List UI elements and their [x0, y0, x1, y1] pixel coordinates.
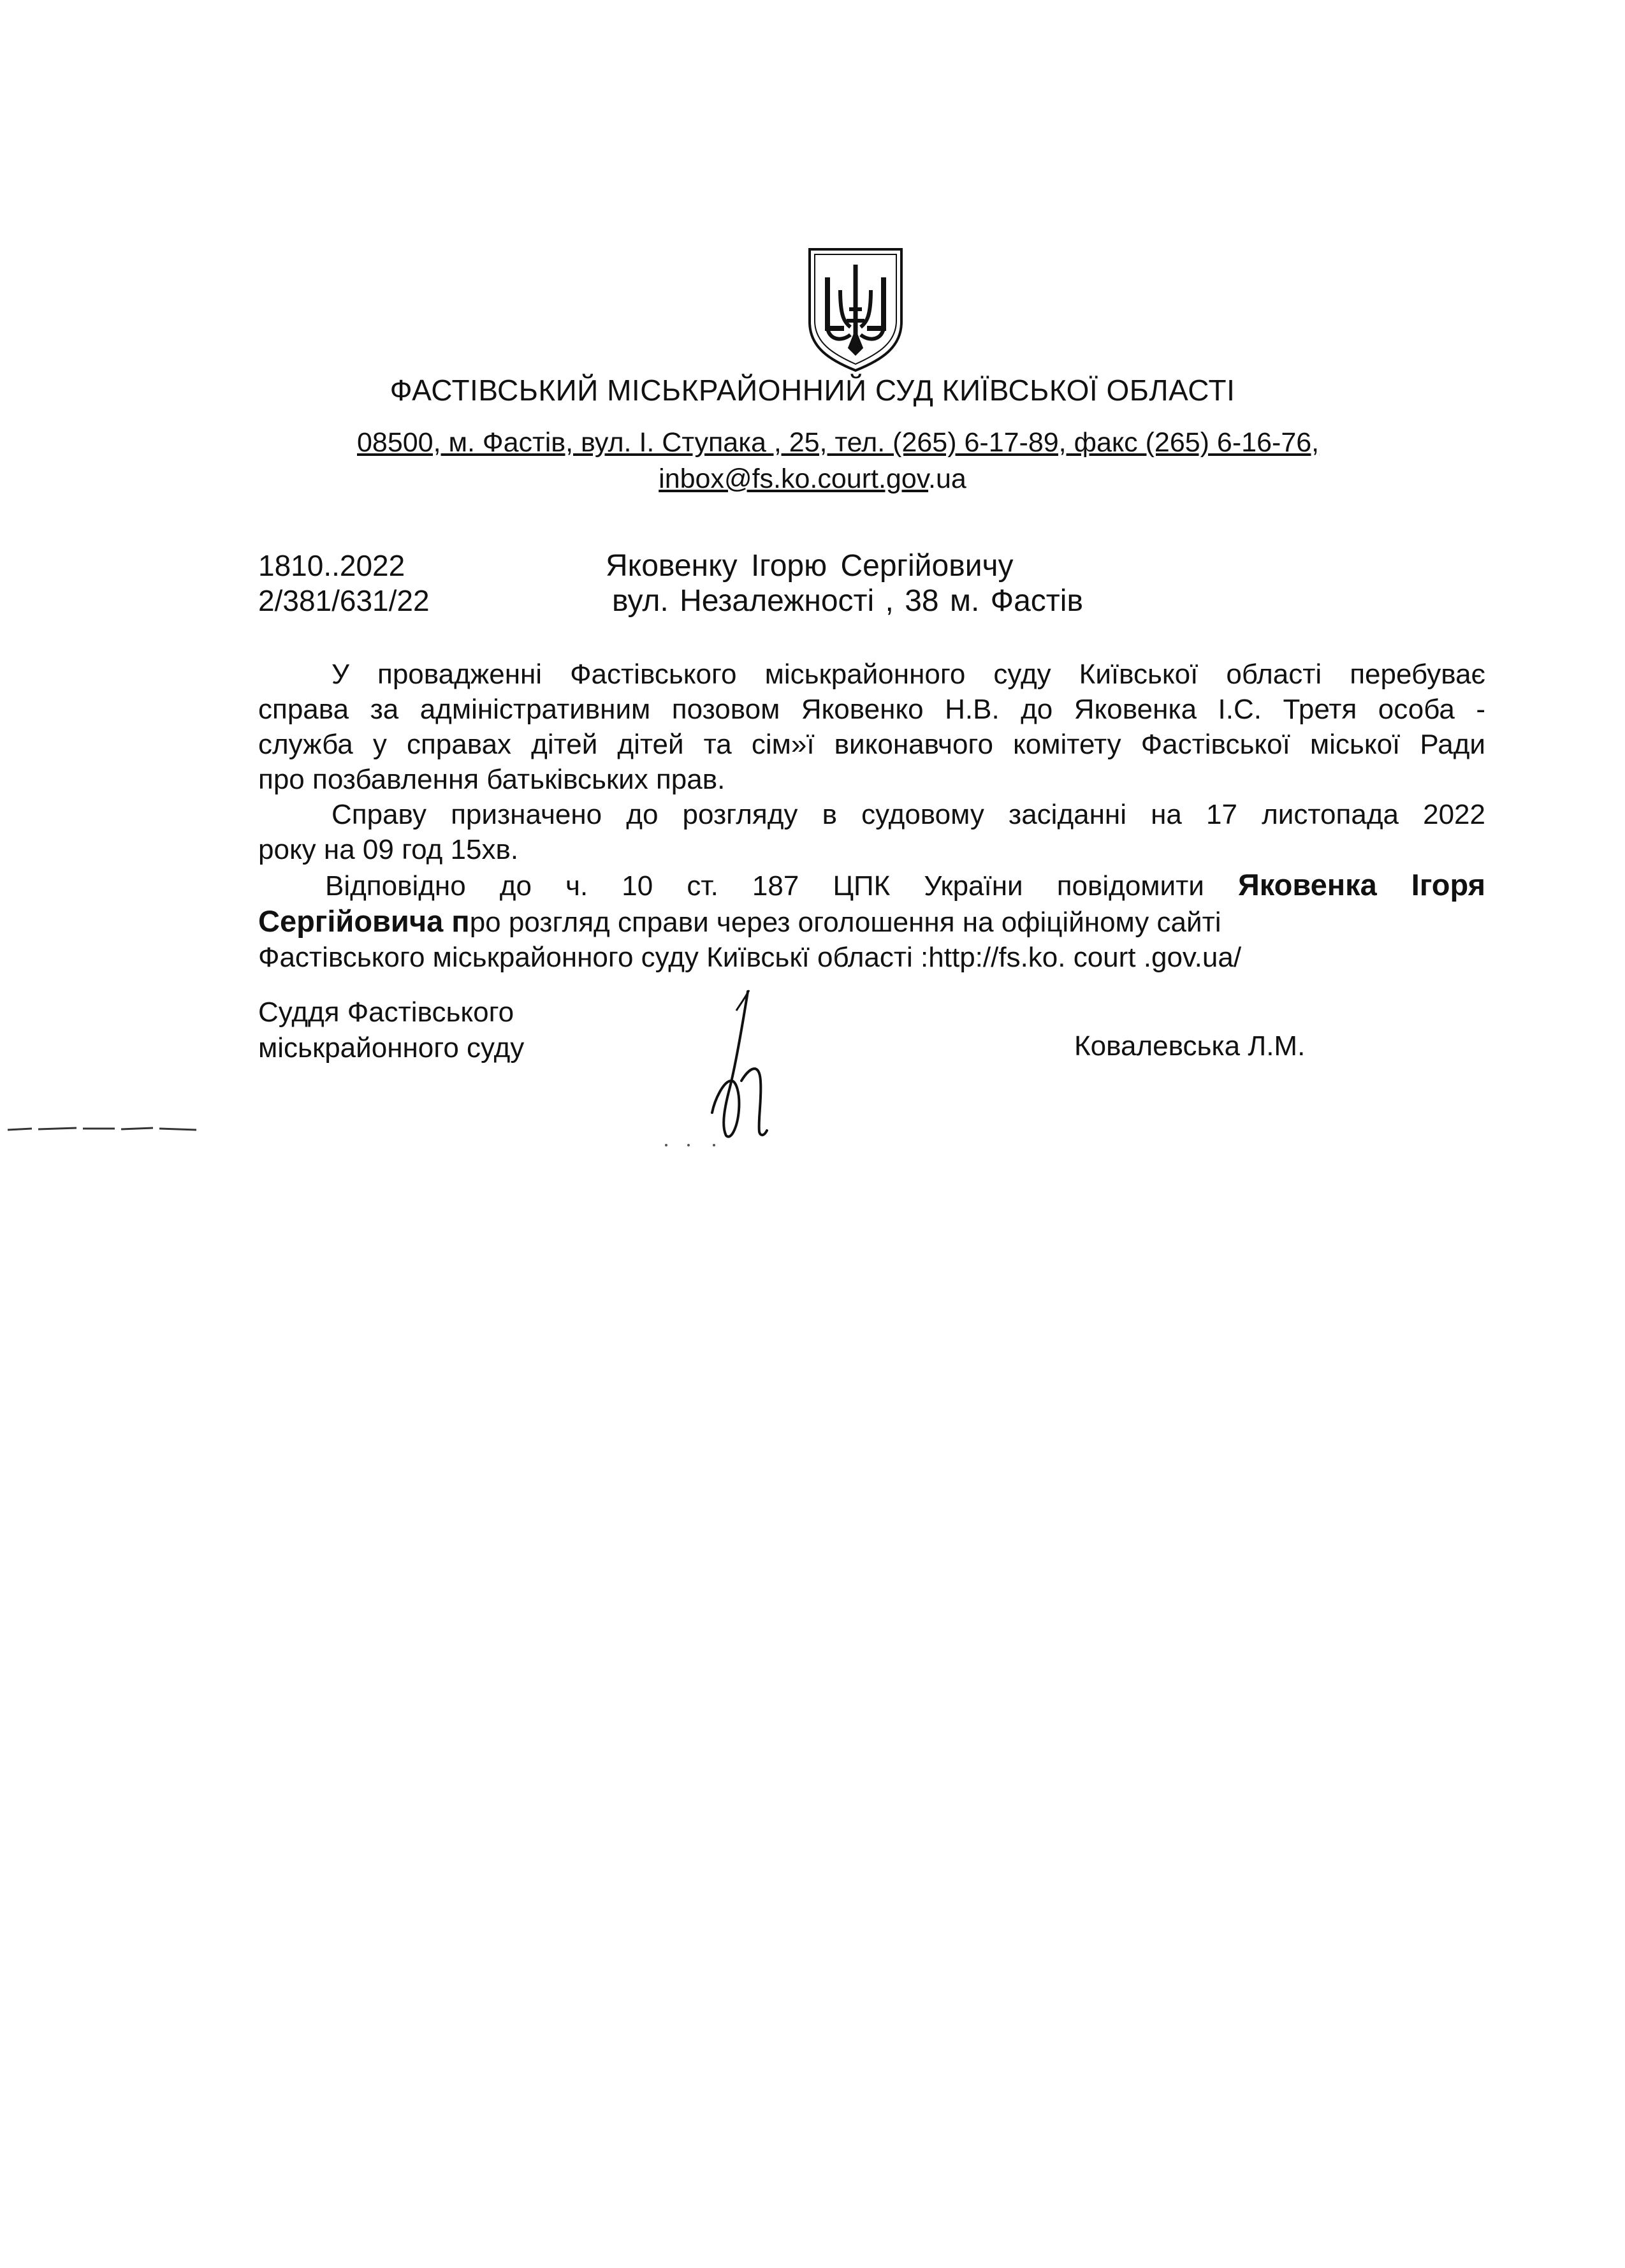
court-email [0, 464, 1625, 495]
paragraph-line: справа за адміністративним позовом Яковенко Н.В. до Яковенка І.С. Третя особа - [258, 694, 1485, 725]
paragraph-line [258, 904, 1485, 940]
paragraph-line: У провадженні Фастівського міськрайонного суду Київської області перебуває [332, 659, 1485, 690]
paragraph-text: Відповідно до ч. 10 ст. 187 ЦПК України повідомити [325, 870, 1238, 902]
trident-emblem-icon [805, 245, 907, 373]
paragraph-line: року на 09 год 15хв. [258, 834, 519, 865]
paragraph-line: служба у справах дітей дітей та сім»ї виконавчого комітету Фастівської міської Ради [258, 729, 1485, 760]
judge-title-line: Суддя Фастівського [258, 997, 514, 1028]
defendant-name-bold: Яковенка Ігоря [1237, 868, 1485, 902]
handwritten-signature [698, 985, 794, 1145]
paragraph-line: Фастівського міськрайонного суду Київськї області :http://fs.ko. court .gov.ua/ [258, 942, 1242, 973]
paragraph-line: про позбавлення батьківських прав. [258, 764, 725, 795]
judge-name: Ковалевська Л.М. [1074, 1030, 1306, 1062]
letter-date: 1810..2022 [258, 549, 405, 582]
paragraph-line [258, 867, 1485, 904]
court-email-suffix: .ua [928, 464, 966, 494]
letter-body [258, 657, 1485, 975]
recipient-address: вул. Незалежності , 38 м. Фастів [612, 584, 1083, 618]
court-address [357, 427, 1319, 458]
paragraph-text: ро розгляд справи через оголошення на офіційному сайті [469, 907, 1221, 938]
scan-artifact [663, 1141, 733, 1149]
paragraph-line: Справу призначено до розгляду в судовому засіданні на 17 листопада 2022 [332, 799, 1485, 830]
court-name: ФАСТІВСЬКИЙ МІСЬКРАЙОННИЙ СУД КИЇВСЬКОЇ ОБЛАСТІ [390, 374, 1235, 407]
case-number: 2/381/631/22 [258, 584, 430, 617]
judge-title [258, 995, 524, 1066]
defendant-name-bold: Сергійовича п [258, 904, 470, 938]
court-address-text: 08500, м. Фастів, вул. І. Ступака , 25, тел. (265) 6-17-89, факс (265) 6-16-76, [357, 427, 1320, 458]
scan-artifact [6, 1123, 198, 1134]
court-email-link[interactable]: inbox@fs.ko.court.gov [659, 464, 929, 494]
recipient-name: Яковенку Ігорю Сергійовичу [606, 549, 1014, 583]
judge-title-line: міськрайонного суду [258, 1032, 525, 1064]
